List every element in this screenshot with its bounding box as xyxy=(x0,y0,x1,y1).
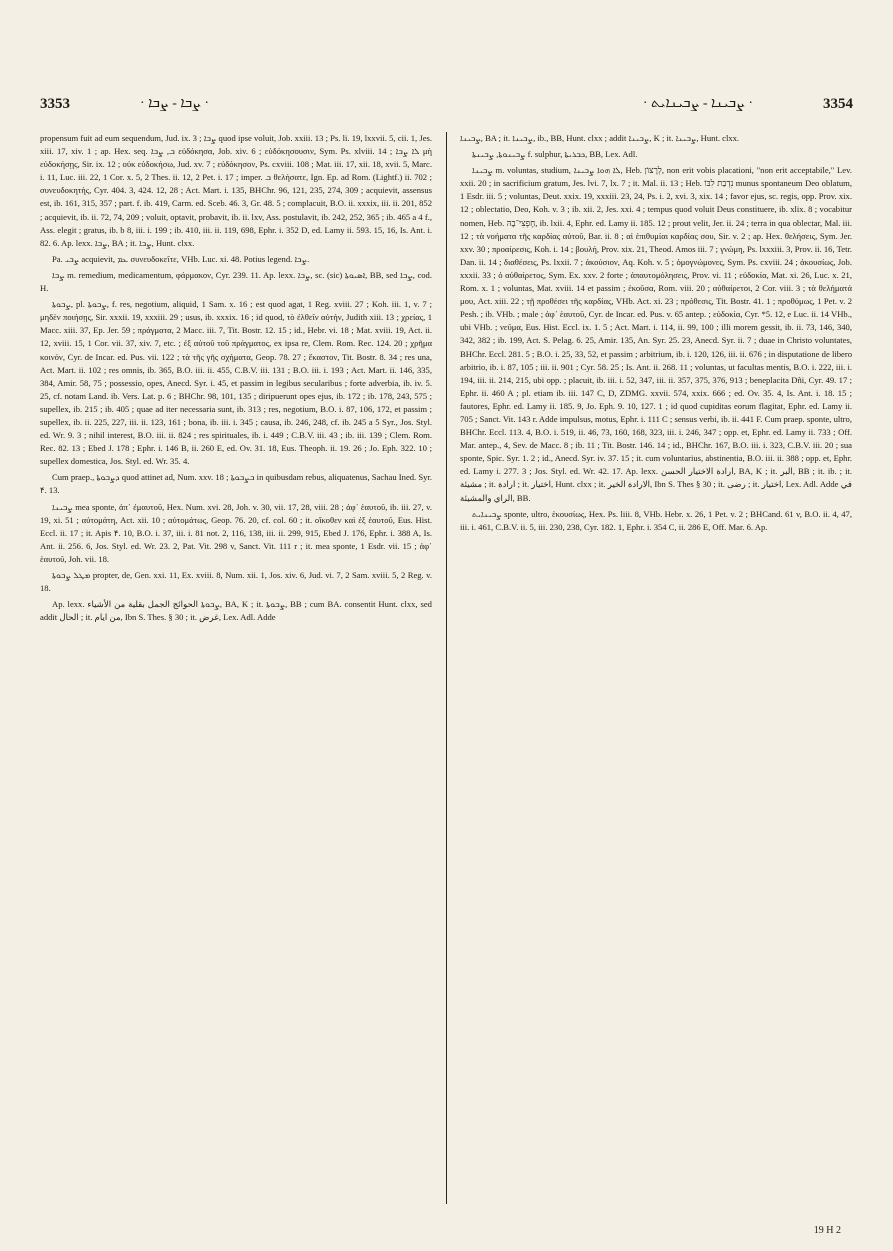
left-column xyxy=(40,132,432,1212)
page-header xyxy=(40,96,853,122)
entry-paragraph: propensum fuit ad eum sequendum, Jud. ix. 3 ; ܨܒܐ quod ipse voluit, Job. xxiii. 13 ; Ps. li. 19, lxxvii. 5, cii. 1, Jes. xiii. 17, xiv. 1 ; ap. Hex. seq. ܒ, ܨܒܐ εὐδόκησα, Job. xiv. 6 ; εὐδόκησουσιν, Sym. Ps. xlviii. 14 ; ܠܐ ܨܒܐ μὴ εὐδοκήσῃς, Sir. ix. 12 ; οὐκ εὐδοκήσω, Jud. xv. 7 ; εὐδόκησον, Ps. cxviii. 108 ; Mat. iii. 17, xii. 18, xvii. 5, Marc. i. 11, Luc. iii. 22, 1 Cor. x. 5, 2 Thes. ii. 12, 2 Pet. i. 17 ; imper. ܒ θελήσατε, Ign. Ep. ad Rom. (Lightf.) ii. 702 ; συνευδοκητής, Cyr. 404. 3, 424. 12, 28 ; Act. Mart. i. 135, BHChr. 96, 121, 235, 274, 309 ; acquievit, assensus est, ib. 161, 315, 357 ; part. f. ib. 419, Carm. ed. Sceb. 46. 3, Gr. 48. 5 ; complacuit, B.O. ii. xxxix, iii. ii. 201, 852 ; acquievit, ib. ii. 72, 74, 209 ; voluit, optavit, probavit, ib. ii. lxv, Ass. postulavit, ib. 242, 252, 365 ; ib. 465 a 4 f., Ass. elegit ; gratus, ib. b 8, iii. i. 199 ; ib. 410, iii. ii. 119, 698, Ephr. i. 352 D, ed. Lamy ii. 593. 15, 16, Is. Ant. i. 82. 6. Ap. lexx. ܨܒܐ, BA ; it. ܨܒܐ, Hunt. clxx. xyxy=(40,133,432,248)
entry-paragraph: Pa. ܨܒܝ acquievit, ܥܡ συνευδοκεῖτε, VHb. Luc. xi. 48. Potius legend. ܨܒܐ. xyxy=(52,253,310,264)
entry-paragraph: ܨܒܘܬܐ, pl. ܨܒܘܬܐ, f. res, negotium, aliquid, 1 Sam. x. 16 ; est quod agat, 1 Reg. xviii. 27 ; Koh. iii. 1, v. 7 ; μηδὲν ποιήσῃς, Sir. xxxii. 19, xxxiii. 29 ; usus, ib. xxxix. 16 ; id quod, τὸ ἐλθεῖν αὐτήν, Judith xiii. 13 ; χρείας, 1 Macc. xiii. 37, Ep. Jer. 59 ; πράγματα, 2 Macc. iii. 7, Tit. Bostr. 12. 15 ; id., Hebr. vi. 18 ; Mat. xviii. 19, Act. ii. 12, xviii. 15, 1 Cor. vii. 37, xiv. 7, etc. ; ἐξ αὐτοῦ τοῦ πράγματος, ex ipsa re, Clem. Rom. Rec. 124. 20 ; χρῆμα κοινόν, Cyr. de Incar. ed. Pus. vii. 122 ; τὰ τῆς γῆς σχήματα, Geop. 78. 27 ; ἕκαστον, Tit. Bostr. 8. 34 ; res una, Act. Mart. ii. 102 ; res omnis, ib. 365, B.O. iii. ii. 455, C.B.V. iii. 131 ; B.O. iii. i. 193 ; Act. Mart. ii. 146, 335, 384, Amir. 58, 75 ; possessio, opes, Anecd. Syr. i. 45, et passim in legibus secularibus ; forte adverbia, ib. iv. 5. 25, cf. notam Land. ib. Vers. Lat. p. 6 ; BHChr. 98, 101, 135 ; diripuerunt opes ejus, ib. 172 ; ib. 178, 243, 575 ; supellex, ib. 215 ; ib. 405 ; quae ad iter necessaria sunt, ib. 313 ; res, negotium, B.O. i. 87, 106, 172, et passim ; supellex, ib. ii. 225, 227, iii. ii. 123, 161 ; bona, ib. iii. i. 345 ; causa, ib. 246, 248, cf. ib. 245 a 5 Syr., Jos. Styl. ed. Wr. 9. 3 ; nihil interest, B.O. iii. ii. 824 ; res spirituales, ib. i. 449 ; C.B.V. iii. 43 ; ib. iii. 139 ; Clem. Rom. Rec. 82. 13 ; Ebed J. 178 ; Ephr. i. 146 B, ii. 260 E, ed. Ov. 31. 18, Eus. Theoph. ii. 19. 26 ; Jo. Eph. 322. 10 ; supellex domestica, Jos. Styl. ed. Wr. 35. 4. xyxy=(40,299,432,467)
entry-paragraph: ܡܛܠ ܨܒܘܬܐ propter, de, Gen. xxi. 11, Ex. xviii. 8, Num. xii. 1, Jos. xiv. 6, Jud. vi. 7, 2 Sam. xviii. 5, 2 Reg. v. 18. xyxy=(40,570,432,594)
signature-mark: 19 H 2 xyxy=(813,1225,841,1236)
right-page-number: 3354 xyxy=(823,96,853,112)
entry-paragraph: Ap. lexx. ܨܒܘܬܐ الحوائج الجمل بقلية من الأشياء, BA, K ; it. ܨܒܘܬܐ, BB ; cum BA. consentit Hunt. clxx, sed addit الحال ; it. من ايام, Ibn S. Thes. § 30 ; it. غرض, Lex. Adl. Adde xyxy=(40,599,432,623)
entry-paragraph: ܨܒܝܢܐ mea sponte, ἀπ᾽ ἐμαυτοῦ, Hex. Num. xvi. 28, Joh. v. 30, vii. 17, 28, viii. 28 ; ἀφ᾽ ἑαυτοῦ, ib. iii. 27, v. 19, xi. 51 ; αὐτομάτη, Act. xii. 10 ; αὐτομάτως, Geop. 76. 20, cf. col. 60 ; it. οἴκοθεν καὶ ἐξ ἑαυτοῦ, Eus. Hist. Eccl. ii. 17 ; it. Apis ۴. 10, B.O. i. 37, iii. i. 81 not. 2, 116, 138, iii. ii. 299, 915, Ebed J. 176, Ephr. i. 388 A, Is. Ant. ii. 256. 6, Jos. Styl. ed. Wr. 23. 2, Pat. Vit. 298 v, Sanct. Vit. 111 r ; it. mea sponte, 1 Esdr. vii. 15 ; ἀφ᾽ ἑαυτοῦ, Joh. vii. 18. xyxy=(40,501,432,564)
entry-paragraph: Cum praep., ܕܨܒܘܬܐ quod attinet ad, Num. xxv. 18 ; ܒܨܒܘܬܐ in quibusdam rebus, aliquatenus, Sachau Ined. Syr. ۴. 13. xyxy=(40,472,432,496)
left-page-number: 3353 xyxy=(40,96,70,112)
left-running-head: · ܨܒܐ - ܨܒܐ · xyxy=(140,96,210,111)
right-running-head: · ܨܒܝܢܐ - ܨܒܝܢܐܝܬ · xyxy=(642,96,753,111)
entry-paragraph: ܨܒܝܢܘܬܐ, ܨܒܝܢܬܐ f. sulphur, ܟܒܪܝܬܐ, BB, Lex. Adl. xyxy=(472,149,638,160)
right-column xyxy=(460,132,852,1212)
entry-paragraph: ܨܒܝܢܐܝܬ sponte, ultro, ἑκουσίως, Hex. Ps. liii. 8, VHb. Hebr. x. 26, 1 Pet. v. 2 ; BHCand. 61 v, B.O. ii. 4, 47, iii. i. 461, C.B.V. ii. 5, iii. 230, 238, Cyr. 182. 1, Ephr. i. 354 C, ii. 286 E, Off. Mar. 6. Ap. xyxy=(460,508,852,532)
column-divider xyxy=(446,132,447,1204)
entry-paragraph: ܨܒܝܢܐ m. voluntas, studium, ܠܐ ܗܘܐ ܨܒܝܢܐ, Heb. לְרָצוֹן, non erit vobis placationi, "non erit acceptabile," Lev. xxii. 20 ; in sacrificium gratum, Jes. lvi. 7, lx. 7 ; it. Mal. ii. 13 ; Heb. נִדְבַת לִבּוֹ munus spontaneum Deo oblatum, 1 Esdr. iii. 5 ; voluntas, Deut. xxix. 19, xxxiii. 23, 24, Ps. i. 2, xvi. 3, xix. 14 ; favor ejus, sc. regis, opp. Prov. xix. 12 ; oblectatio, Deo, Koh. v. 3 ; ib. xii. 2, Jes. xxi. 4 ; tempus quod voluit Deus constituere, ib. xlix. 8 ; vocabitur nomen, Heb. חֶפְצִי־בָהּ, ib. lxii. 4, Ephr. ed. Lamy ii. 185. 12 ; prout velit, Jer. ii. 24 ; terra in qua oblectar, Mal. iii. 12 ; τὰ νοήματα τῆς καρδίας αὐτοῦ, Bar. ii. 8 ; αἱ ἐπιθυμίαι καρδίας σου, Sir. v. 2 ; ap. Hex. θελήσεις, Sym. Jer. xxv. 30 ; προαίρεσις, Koh. i. 14 ; βουλή, Prov. xix. 21, Theod. Amos iii. 7 ; γνώμη, Ps. lxxxiii. 3, Prov. ii. 16, Tetr. Dan. ii. 14 ; διαθέσεις, Ps. lxxii. 7 ; ἀκούσιον, Aq. Koh. v. 5 ; ὁμογνώμονες, Sym. Ps. cxviii. 24 ; ἀκουσίως, Job. xxxii. 33 ; ὁ αὐθαίρετος, Sym. Ex. xxv. 2 forte ; ἀπαυτομόλησεις, Prov. vi. 11 ; εὐδοκία, Mat. xi. 26, Luc. x. 21, Rom. x. 1 ; voluntas, Mat. xviii. 14 et passim ; ἑκοῦσα, Rom. viii. 20 ; αὐθαίρετοι, 2 Cor. viii. 3 ; τὰ θελήματά μου, Act. xiii. 22 ; τῇ προθέσει τῆς καρδίας, VHb. Act. xi. 23 ; πρόθεσις, Tit. Bostr. 41. 1 ; προθύμως, 1 Pet. v. 2 Pesh. ; ib. VHb. ; male ; ἀφ᾽ ἑαυτοῦ, Cyr. de Incar. ed. Pus. v. 65 antep. ; εὐδοκία, Cyr. *5. 12, e Luc. ii. 14 VHb., ubi VHb. ; νεῦμα, Eus. Hist. Eccl. ix. 1. 5 ; Act. Mart. i. 114, ii. 99, 100 ; illi morem gessit, ib. ii. 73, 146, 340, 342, 382 ; ib. 199, Act. S. Pelag. 6. 25, Amir. 135, An. Syr. 25. 23, Anecd. Syr. ii. 7 ; duae in Christo voluntates, BHChr. Eccl. 281. 5 ; B.O. i. 25, 33, 52, et passim ; arbitrium, ib. i. 120, 126, iii. ii. 676 ; in disputatione de libero arbitrio, ib. i. 87, 105 ; iii. ii. 901 ; Cyr. 58. 25 ; Is. Ant. ii. 268. 11 ; voluntas, ut facultas mentis, B.O. i. 222, iii. i. 194, iii. ii. 214, 215, ubi opp. ; placuit, ib. iii. i. 52, 347, iii. ii. 357, 375, 376, 913 ; beneplacita Dñi, Cyr. 49. 17 ; Ephr. ii. 460 A ; pl. etiam ib. iii. 147 C, D, ZDMG. xxvii. 574, xxix. 666 ; ed. Ov. 35. 4, Is. Ant. i. 18. 15 ; fautores, Ephr. ed. Lamy ii. 185. 9, Jo. Eph. 9. 10, 127. 1 ; id quod cupiditas eorum flagitat, Ephr. ed. Lamy ii. 705 ; Sanct. Vit. 143 r. Adde impulsus, motus, Ephr. i. 111 C ; sensus verbi, ib. ii. 441 F. Cum praep. sponte, ultro, BHChr. Eccl. 113. 4, B.O. i. 519, ii. 46, 73, 160, 168, 323, iii. i. 246, 347 ; opp. et, Ephr. ed. Lamy ii. 733 ; Off. Mar. antep., 4, Sev. de Macc. 8 ; ib. 11 ; Tit. Bostr. 146. 14 ; id., BHChr. 167, B.O. iii. i. 323, C.B.V. iii. 20 ; sua sponte, Spic. Syr. 1. 2 ; id., Anecd. Syr. iv. 37. 15 ; it. cum voluntarius, abstinentia, B.O. iii. ii. 388 ; opp. et, Ephr. ed. Lamy i. 277. 3 ; Jos. Styl. ed. Wr. 42. 17. Ap. lexx. ارادة الاختيار الحسن, BA, K ; it. البر, BB ; it. ib. ; it. مشيئة ; it. ارادة ; it. اختيار, Hunt. clxx ; it. الارادة الخير, Ibn S. Thes § 30 ; it. رضى ; it. اختيار, Lex. Adl. Adde في الراي والمشيئة, BB. xyxy=(460,165,852,503)
entry-paragraph: ܨܒܐ m. remedium, medicamentum, φάρμακον, Cyr. 239. 11. Ap. lexx. ܨܒܐ, sc. (sic) ܐܣܝܘܬܐ, BB, sed ܨܒܐ, cod. H. xyxy=(40,269,432,294)
entry-paragraph: ܨܒܝܢܐ, BA ; it. ܨܒܝܢܐ, ib., BB, Hunt. clxx ; addit ܨܒܝܢܐ, K ; it. ܨܒܝܢܐ, Hunt. clxx. xyxy=(460,133,740,143)
